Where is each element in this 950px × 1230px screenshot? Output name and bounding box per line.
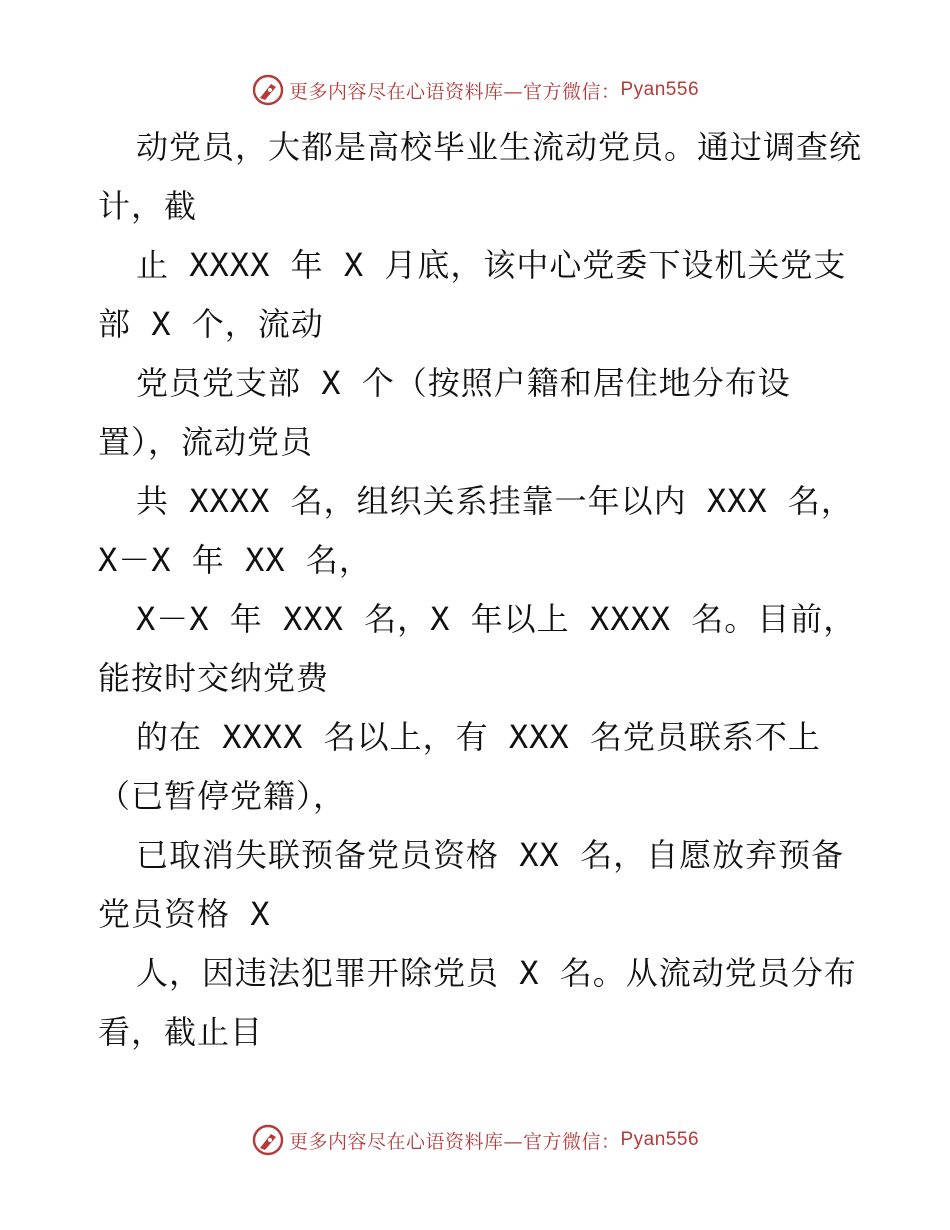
paragraph: 党员党支部 X 个（按照户籍和居住地分布设置），流动党员 — [98, 364, 791, 461]
paragraph: 的在 XXXX 名以上，有 XXX 名党员联系不上（已暂停党籍）， — [98, 718, 821, 815]
footer-watermark-banner — [0, 1122, 950, 1158]
pen-nib-circle-icon — [251, 1123, 285, 1157]
pen-nib-circle-icon — [251, 73, 285, 107]
paragraph: 人，因违法犯罪开除党员 X 名。从流动党员分布看，截止目 — [98, 954, 857, 1051]
banner-wechat-id: Pyan556 — [620, 1129, 700, 1150]
banner-wechat-id: Pyan556 — [620, 79, 700, 100]
banner-text: 更多内容尽在心语资料库—官方微信： — [288, 80, 621, 103]
header-watermark-banner — [0, 72, 950, 108]
paragraph: X－X 年 XXX 名，X 年以上 XXXX 名。目前，能按时交纳党费 — [98, 600, 857, 697]
paragraph: 止 XXXX 年 X 月底，该中心党委下设机关党支部 X 个，流动 — [98, 246, 847, 343]
document-body — [98, 118, 868, 1062]
banner-text: 更多内容尽在心语资料库—官方微信： — [288, 1130, 621, 1153]
paragraph: 动党员，大都是高校毕业生流动党员。通过调查统计，截 — [98, 128, 863, 225]
paragraph: 共 XXXX 名，组织关系挂靠一年以内 XXX 名，X－X 年 XX 名， — [98, 482, 854, 579]
paragraph: 已取消失联预备党员资格 XX 名，自愿放弃预备党员资格 X — [98, 836, 845, 933]
